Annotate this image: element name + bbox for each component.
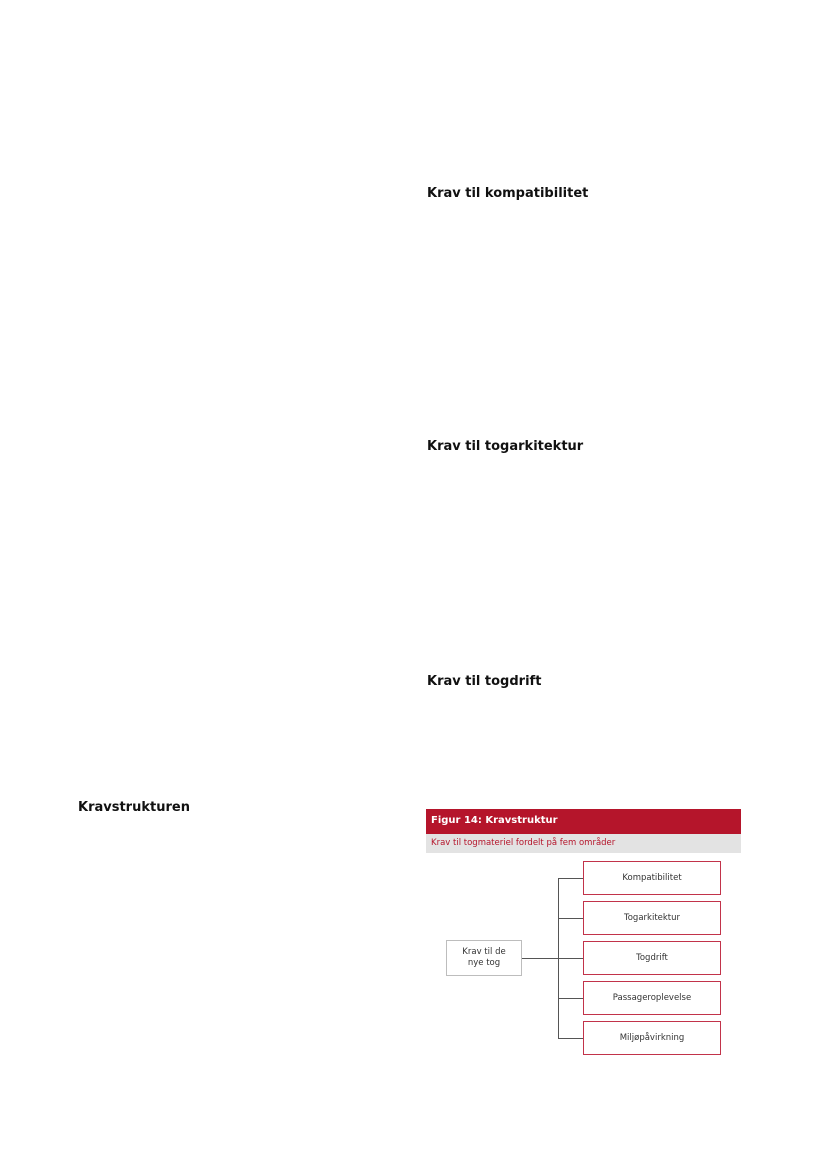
connector-branch [558, 958, 583, 959]
tree-child-node [583, 861, 721, 895]
figure-kravstruktur [426, 809, 741, 1061]
tree-child-label: Kompatibilitet [622, 872, 682, 883]
heading-krav-til-kompatibilitet: Krav til kompatibilitet [427, 186, 589, 201]
heading-kravstrukturen: Kravstrukturen [78, 800, 190, 815]
connector-branch [558, 878, 583, 879]
connector-branch [558, 998, 583, 999]
figure-title-bar [426, 809, 741, 834]
tree-child-label: Passageroplevelse [612, 992, 692, 1003]
tree-child-label: Togarkitektur [623, 912, 681, 923]
figure-subtitle: Krav til togmateriel fordelt på fem områder [431, 838, 616, 848]
figure-subtitle-bar [426, 834, 741, 853]
tree-child-node [583, 981, 721, 1015]
figure-title: Figur 14: Kravstruktur [431, 815, 558, 826]
connector-branch [558, 1038, 583, 1039]
connector-root [522, 958, 558, 959]
tree-root-node [446, 940, 522, 976]
heading-krav-til-togarkitektur: Krav til togarkitektur [427, 439, 584, 454]
tree-child-label: Miljøpåvirkning [619, 1032, 685, 1043]
tree-child-node [583, 1021, 721, 1055]
tree-child-label: Togdrift [636, 952, 668, 963]
tree-child-node [583, 901, 721, 935]
tree-root-label: Krav til de nye tog [462, 947, 506, 968]
connector-branch [558, 918, 583, 919]
heading-krav-til-togdrift: Krav til togdrift [427, 674, 542, 689]
tree-child-node [583, 941, 721, 975]
